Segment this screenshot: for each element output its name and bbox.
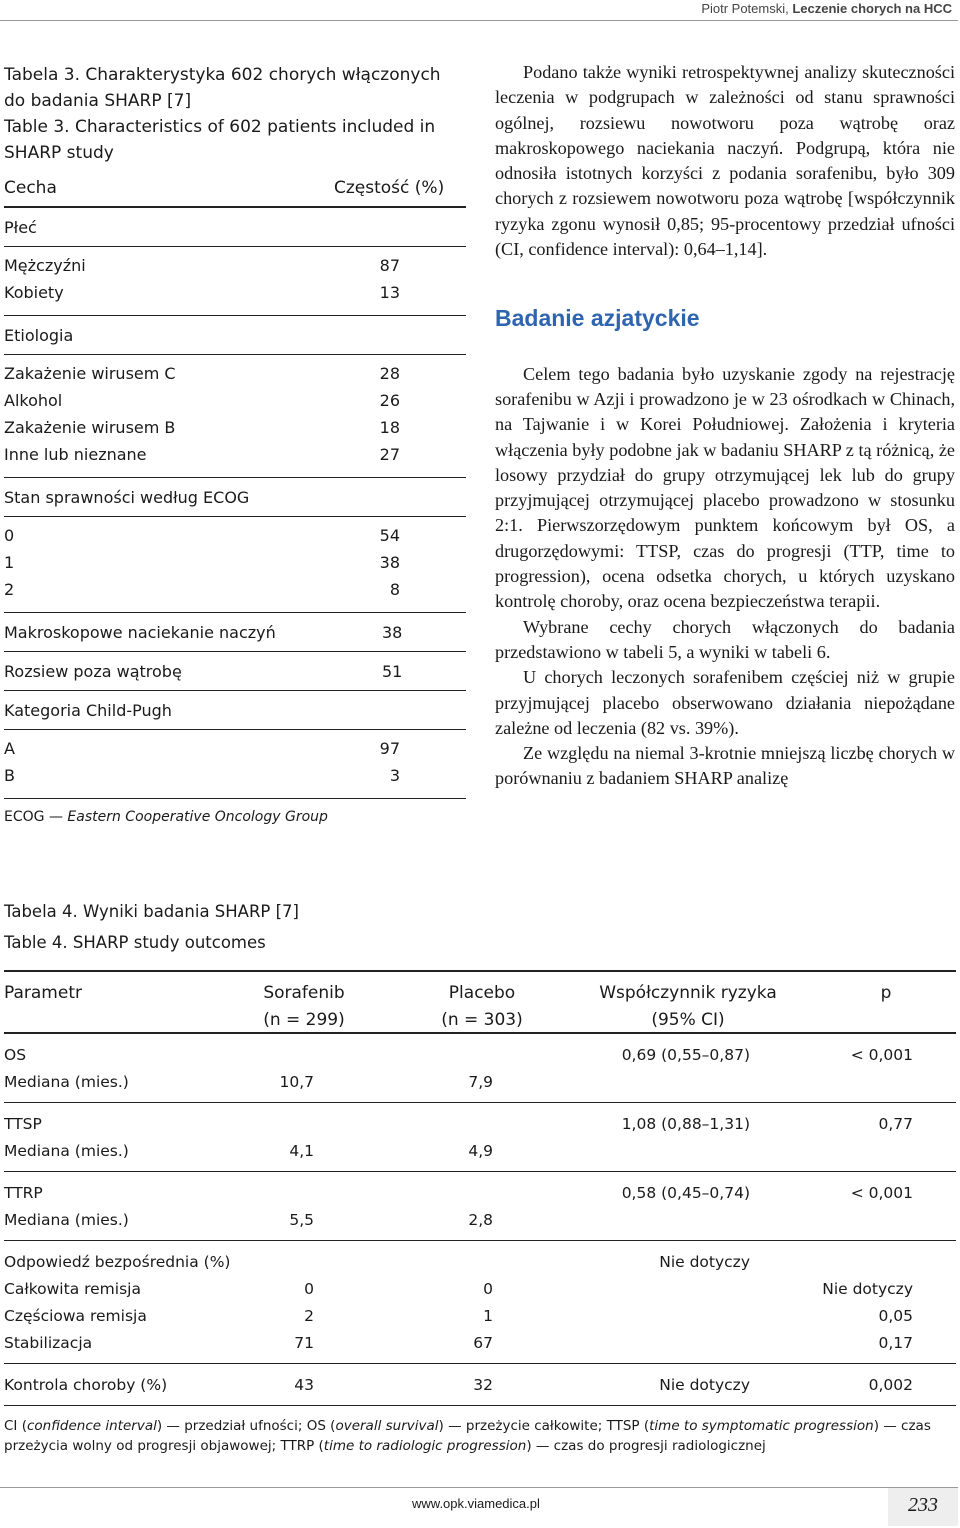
row-group <box>4 1103 956 1172</box>
cell-parameter: TTRP <box>4 1184 43 1202</box>
cell-p: 0,05 <box>878 1307 913 1325</box>
table-row <box>4 1042 956 1069</box>
col-header-p: p <box>880 983 892 1003</box>
row-label: Mężczyźni <box>4 256 86 275</box>
table-row <box>4 577 466 604</box>
row-value: 97 <box>379 739 400 758</box>
section-title <box>4 613 466 652</box>
page-footer <box>0 1487 958 1528</box>
cell-p: 0,77 <box>878 1115 913 1133</box>
table-row <box>4 361 466 388</box>
cell-parameter: Kontrola choroby (%) <box>4 1376 168 1394</box>
col-header-sorafenib-n: (n = 299) <box>263 1010 345 1030</box>
row-value: 26 <box>379 391 400 410</box>
table-3 <box>4 62 466 825</box>
cell-placebo: 2,8 <box>468 1211 493 1229</box>
cell-sorafenib: 10,7 <box>279 1073 314 1091</box>
header-text <box>701 1 952 16</box>
table-4-caption-en: Table 4. SHARP study outcomes <box>4 933 266 952</box>
table-3-caption-en: Table 3. Characteristics of 602 patients included in SHARP study <box>4 117 436 163</box>
row-label: A <box>4 739 15 758</box>
section-rows <box>4 729 466 799</box>
table-4-body <box>4 1034 956 1406</box>
cell-hazard-ratio: Nie dotyczy <box>659 1376 750 1394</box>
table-row <box>4 1249 956 1276</box>
col-header-frequency: Częstość (%) <box>334 178 445 198</box>
section-label: Stan sprawności według ECOG <box>4 488 250 507</box>
cell-sorafenib: 0 <box>304 1280 314 1298</box>
table-row <box>4 1180 956 1207</box>
col-header-sorafenib <box>244 980 364 1034</box>
section-rows <box>4 246 466 316</box>
page-header <box>0 0 958 21</box>
right-column-text <box>495 60 955 792</box>
cell-sorafenib: 2 <box>304 1307 314 1325</box>
cell-parameter: Mediana (mies.) <box>4 1073 129 1091</box>
footnote-expansion: Eastern Cooperative Oncology Group <box>67 809 328 825</box>
paragraph: Celem tego badania było uzyskanie zgody na rejestrację sorafenibu w Azji i prowadzono je w 23 ośrodkach w Chinach, na Tajwanie i w Korei Południowej. Założenia i kryteria włączenia były podobne jak w badaniu SHARP z tą różnicą, że losowy przydział do grupy otrzymującej lek lub do grupy przyjmującej otrzymującej placebo prowadzono w stosunku 2:1. Pierwszorzędowym punktem końcowym był OS, a drugorzędowymi: TTSP, czas do progresji (TTP, time to progression), ocena odsetka chorych, u których uzyskano kontrolę choroby, oraz ocena bezpieczeństwa terapii. <box>495 363 955 612</box>
table-4 <box>4 896 956 1456</box>
cell-parameter: Stabilizacja <box>4 1334 93 1352</box>
cell-hazard-ratio: 1,08 (0,88–1,31) <box>621 1115 750 1133</box>
table-row <box>4 388 466 415</box>
cell-placebo: 32 <box>473 1376 493 1394</box>
col-header-placebo-name: Placebo <box>448 983 516 1003</box>
cell-p: < 0,001 <box>850 1046 913 1064</box>
cell-placebo: 7,9 <box>468 1073 493 1091</box>
cell-p: 0,17 <box>878 1334 913 1352</box>
section-label: Makroskopowe naciekanie naczyń <box>4 623 276 642</box>
row-label: 0 <box>4 526 15 545</box>
section-heading: Badanie azjatyckie <box>495 305 700 332</box>
cell-parameter: Mediana (mies.) <box>4 1211 129 1229</box>
table-row <box>4 1330 956 1357</box>
section-rows <box>4 516 466 613</box>
paragraph: U chorych leczonych sorafenibem częściej niż w grupie przyjmującej placebo obserwowano działania niepożądane zależne od leczenia (82 vs. 39%). <box>495 667 955 738</box>
row-value: 38 <box>379 553 400 572</box>
table-row <box>4 280 466 307</box>
cell-placebo: 67 <box>473 1334 493 1352</box>
cell-parameter: Całkowita remisja <box>4 1280 141 1298</box>
col-header-feature: Cecha <box>4 178 57 198</box>
col-header-hr-name: Współczynnik ryzyka <box>599 983 777 1003</box>
table-row <box>4 1372 956 1399</box>
cell-hazard-ratio: 0,69 (0,55–0,87) <box>621 1046 750 1064</box>
row-value: 54 <box>379 526 400 545</box>
row-label: Inne lub nieznane <box>4 445 147 464</box>
table-4-header <box>4 970 956 1034</box>
row-label: 2 <box>4 580 15 599</box>
section-label: Kategoria Child-Pugh <box>4 701 172 720</box>
cell-parameter: Odpowiedź bezpośrednia (%) <box>4 1253 231 1271</box>
row-label: B <box>4 766 15 785</box>
row-label: Kobiety <box>4 283 64 302</box>
cell-hazard-ratio: 0,58 (0,45–0,74) <box>621 1184 750 1202</box>
cell-p: Nie dotyczy <box>822 1280 913 1298</box>
col-header-hr-ci: (95% CI) <box>651 1010 725 1030</box>
row-label: Zakażenie wirusem B <box>4 418 176 437</box>
col-header-sorafenib-name: Sorafenib <box>263 983 345 1003</box>
section-title <box>4 690 466 729</box>
section-title <box>4 478 466 516</box>
cell-parameter: Częściowa remisja <box>4 1307 147 1325</box>
cell-sorafenib: 43 <box>294 1376 314 1394</box>
paragraph: Ze względu na niemal 3-krotnie mniejszą liczbę chorych w porównaniu z badaniem SHARP analizę <box>495 743 955 789</box>
table-3-header <box>4 170 466 208</box>
section-title <box>4 652 466 690</box>
row-value: 87 <box>379 256 400 275</box>
cell-hazard-ratio: Nie dotyczy <box>659 1253 750 1271</box>
section-label: Rozsiew poza wątrobę <box>4 662 182 681</box>
cell-sorafenib: 4,1 <box>289 1142 314 1160</box>
col-header-hazard-ratio <box>588 980 788 1034</box>
cell-p: 0,002 <box>868 1376 913 1394</box>
table-4-caption-pl: Tabela 4. Wyniki badania SHARP [7] <box>4 902 299 921</box>
table-row <box>4 442 466 469</box>
table-row <box>4 763 466 790</box>
cell-parameter: OS <box>4 1046 27 1064</box>
header-author: Piotr Potemski, <box>701 1 793 16</box>
table-row <box>4 1111 956 1138</box>
section-label: Etiologia <box>4 326 74 345</box>
footnote-abbr: ECOG — <box>4 809 68 825</box>
section-label: Płeć <box>4 218 37 237</box>
row-value: 3 <box>389 766 400 785</box>
table-row <box>4 415 466 442</box>
row-group <box>4 1364 956 1406</box>
table-3-footnote <box>4 809 466 825</box>
cell-p: < 0,001 <box>850 1184 913 1202</box>
table-row <box>4 736 466 763</box>
footer-url: www.opk.viamedica.pl <box>412 1496 540 1511</box>
cell-sorafenib: 71 <box>294 1334 314 1352</box>
table-row <box>4 550 466 577</box>
section-rows <box>4 354 466 478</box>
table-row <box>4 523 466 550</box>
section-value: 51 <box>382 662 403 681</box>
row-group <box>4 1034 956 1103</box>
row-label: Zakażenie wirusem C <box>4 364 176 383</box>
paragraph: Wybrane cechy chorych włączonych do badania przedstawiono w tabeli 5, a wyniki w tabeli 6. <box>495 616 955 662</box>
page-number: 233 <box>888 1488 958 1526</box>
cell-placebo: 4,9 <box>468 1142 493 1160</box>
row-value: 18 <box>379 418 400 437</box>
table-3-caption-pl: Tabela 3. Charakterystyka 602 chorych włączonych do badania SHARP [7] <box>4 65 441 111</box>
cell-parameter: TTSP <box>4 1115 42 1133</box>
section-title <box>4 208 466 246</box>
table-row <box>4 1303 956 1330</box>
row-label: Alkohol <box>4 391 63 410</box>
row-value: 28 <box>379 364 400 383</box>
table-row <box>4 1138 956 1165</box>
cell-sorafenib: 5,5 <box>289 1211 314 1229</box>
col-header-parameter: Parametr <box>4 983 82 1003</box>
section-value: 38 <box>382 623 403 642</box>
row-group <box>4 1241 956 1364</box>
table-row <box>4 1069 956 1096</box>
cell-placebo: 0 <box>483 1280 493 1298</box>
cell-parameter: Mediana (mies.) <box>4 1142 129 1160</box>
col-header-placebo <box>422 980 542 1034</box>
row-group <box>4 1172 956 1241</box>
table-row <box>4 1207 956 1234</box>
row-label: 1 <box>4 553 15 572</box>
header-title: Leczenie chorych na HCC <box>792 1 952 16</box>
cell-placebo: 1 <box>483 1307 493 1325</box>
row-value: 8 <box>389 580 400 599</box>
col-header-placebo-n: (n = 303) <box>441 1010 523 1030</box>
section-title <box>4 316 466 354</box>
table-row <box>4 1276 956 1303</box>
table-4-footnote: CI (confidence interval) — przedział ufności; OS (overall survival) — przeżycie całkowite; TTSP (time to symptomatic progression) — czas przeżycia wolny od progresji objawowej; TTRP (time to radiologic progression) — czas do progresji radiologicznej <box>4 1418 931 1454</box>
table-row <box>4 253 466 280</box>
paragraph: Podano także wyniki retrospektywnej analizy skuteczności leczenia w podgrupach w zależności od stanu sprawności ogólnej, rozsiewu nowotworu poza wątrobę oraz makroskopowego naciekania naczyń. Podgrupą, która nie odnosiła istotnych korzyści z podania sorafenibu, było 309 chorych z rozsiewem nowotworu poza wątrobę [współczynnik ryzyka zgonu wynosił 0,85; 95-procentowy przedział ufności (CI, confidence interval): 0,64–1,14]. <box>495 62 955 260</box>
row-value: 27 <box>379 445 400 464</box>
row-value: 13 <box>379 283 400 302</box>
